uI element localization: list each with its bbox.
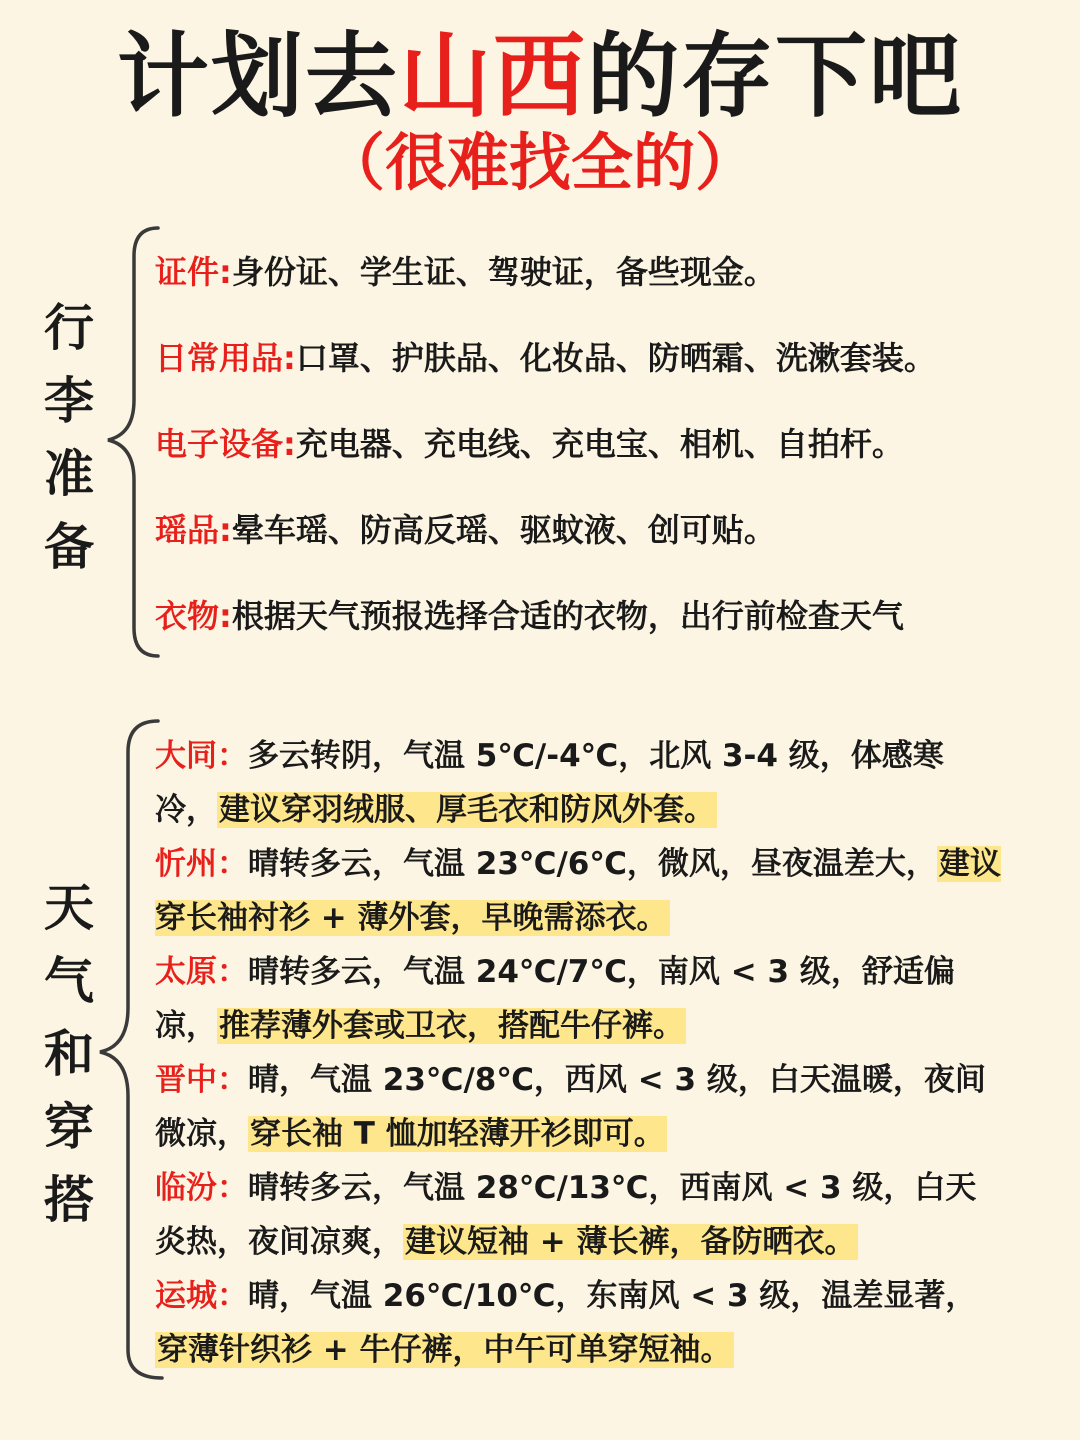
city-weather: 多云转阴，气温 5℃/-4℃，北风 3-4 级，体感寒冷， (155, 738, 944, 828)
title-prefix: 计划去 (116, 23, 399, 130)
weather-label-char: 气 (44, 952, 94, 1010)
packing-item-text: 根据天气预报选择合适的衣物，出行前检查天气 (231, 597, 904, 635)
city-datong (155, 729, 1005, 837)
city-name: 运城： (155, 1278, 248, 1314)
city-weather: 晴转多云，气温 23℃/6℃，微风，昼夜温差大， (248, 846, 937, 882)
city-advice: 建议穿长袖衬衫 + 薄外套，早晚需添衣。 (155, 846, 1001, 936)
packing-item-text: 身份证、学生证、驾驶证，备些现金。 (231, 253, 776, 291)
city-weather: 晴转多云，气温 28℃/13℃，西南风 < 3 级，白天炎热，夜间凉爽， (155, 1170, 977, 1260)
weather-label-char: 穿 (44, 1098, 94, 1156)
city-advice: 建议短袖 + 薄长裤，备防晒衣。 (405, 1224, 856, 1260)
city-name: 大同： (155, 738, 248, 774)
packing-item-label: 衣物: (155, 597, 232, 635)
weather-label-char: 和 (44, 1025, 94, 1083)
city-name: 临汾： (155, 1170, 248, 1206)
city-weather: 晴，气温 23℃/8℃，西风 < 3 级，白天温暖，夜间微凉， (155, 1062, 986, 1152)
city-name: 忻州： (155, 846, 248, 882)
weather-label-char: 搭 (44, 1171, 94, 1229)
city-yuncheng (155, 1269, 1005, 1377)
packing-item-documents (155, 243, 1035, 329)
weather-list (155, 729, 1005, 1377)
packing-item-daily (155, 329, 1035, 415)
city-jinzhong (155, 1053, 1005, 1161)
city-advice: 推荐薄外套或卫衣，搭配牛仔裤。 (219, 1008, 684, 1044)
city-linfen (155, 1161, 1005, 1269)
city-xinzhou (155, 837, 1005, 945)
packing-item-electronics (155, 415, 1035, 501)
packing-section-label (40, 292, 98, 584)
packing-item-text: 口罩、护肤品、化妆品、防晒霜、洗漱套装。 (295, 339, 936, 377)
city-weather: 晴，气温 26℃/10℃，东南风 < 3 级，温差显著， (248, 1278, 977, 1314)
city-weather: 晴转多云，气温 24℃/7℃，南风 < 3 级，舒适偏凉， (155, 954, 955, 1044)
city-name: 晋中： (155, 1062, 248, 1098)
city-name: 太原： (155, 954, 248, 990)
city-advice: 建议穿羽绒服、厚毛衣和防风外套。 (219, 792, 715, 828)
packing-item-clothing (155, 587, 1035, 673)
city-advice: 穿长袖 T 恤加轻薄开衫即可。 (250, 1116, 665, 1152)
weather-label-char: 天 (44, 879, 94, 937)
packing-item-medicine (155, 501, 1035, 587)
packing-brace (108, 228, 158, 656)
weather-section-label (40, 872, 98, 1237)
title-suffix: 的存下吧 (587, 23, 964, 130)
packing-label-char: 准 (44, 445, 94, 503)
packing-item-label: 电子设备: (155, 425, 296, 463)
title-highlight: 山西 (398, 23, 587, 130)
packing-label-char: 备 (44, 518, 94, 576)
city-advice: 穿薄针织衫 + 牛仔裤，中午可单穿短袖。 (157, 1332, 732, 1368)
packing-item-text: 充电器、充电线、充电宝、相机、自拍杆。 (295, 425, 904, 463)
weather-brace (100, 721, 162, 1378)
packing-item-label: 日常用品: (155, 339, 296, 377)
packing-item-label: 瑶品: (155, 511, 232, 549)
packing-list (155, 243, 1035, 673)
packing-item-text: 晕车瑶、防高反瑶、驱蚊液、创可贴。 (231, 511, 776, 549)
packing-item-label: 证件: (155, 253, 232, 291)
packing-label-char: 李 (44, 372, 94, 430)
packing-label-char: 行 (44, 299, 94, 357)
page-subtitle: （很难找全的） (322, 126, 757, 199)
city-taiyuan (155, 945, 1005, 1053)
